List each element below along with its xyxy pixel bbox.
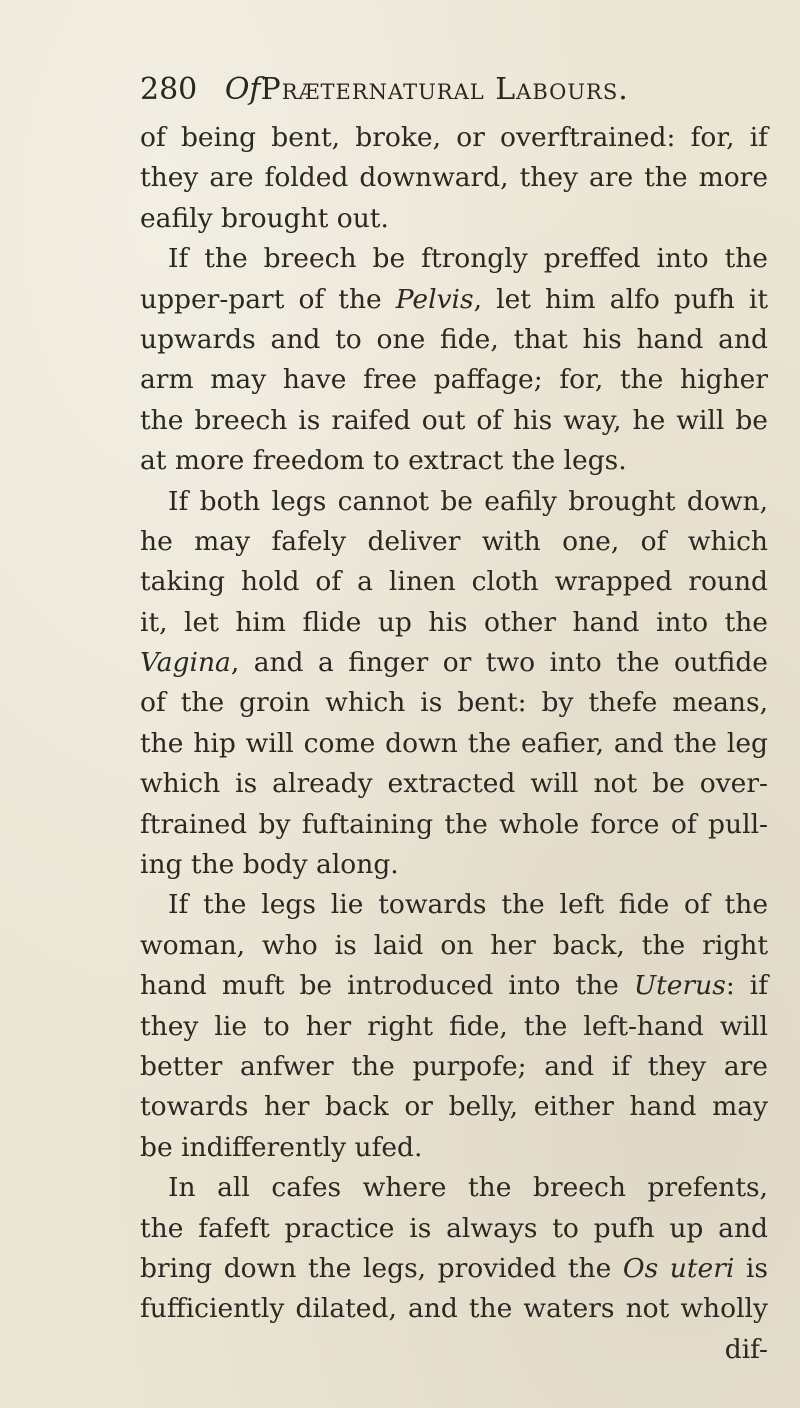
body-text (140, 118, 768, 1370)
text-line: arm may have free paffage; for, the higher (140, 364, 768, 396)
text-line: towards her back or belly, either hand may (140, 1091, 768, 1123)
text-line: If the breech be ftrongly preffed into the (168, 243, 768, 275)
text-line: bring down the legs, provided the Os uteri is (140, 1252, 769, 1284)
text-line: he may fafely deliver with one, of which (140, 525, 768, 557)
text-line: of the groin which is bent: by thefe means, (140, 687, 768, 719)
text-line: upwards and to one fide, that his hand and (140, 323, 768, 355)
text-line: fufficiently dilated, and the waters not wholly (140, 1293, 768, 1325)
running-head-title: Præternatural Labours. (260, 72, 629, 107)
text-line: the fafeft practice is always to pufh up and (140, 1212, 768, 1244)
text-line: eafily brought out. (140, 202, 389, 234)
text-line: ing the body along. (140, 849, 399, 881)
text-line: woman, who is laid on her back, the right (140, 929, 768, 961)
text-line: dif- (724, 1333, 768, 1365)
text-line: at more freedom to extract the legs. (140, 445, 627, 477)
text-line: If both legs cannot be eafily brought down, (168, 485, 768, 517)
text-line: Vagina, and a finger or two into the outfide (140, 647, 768, 679)
text-line: it, let him flide up his other hand into the (140, 606, 768, 638)
text-line: they lie to her right fide, the left-hand will (140, 1010, 768, 1042)
text-line: be indifferently ufed. (140, 1131, 423, 1163)
text-line: In all cafes where the breech prefents, (168, 1172, 768, 1204)
running-head-prefix: Of (224, 72, 261, 107)
page-header (140, 72, 760, 107)
text-line: hand muft be introduced into the Uterus: if (140, 970, 768, 1002)
page-number: 280 (140, 72, 198, 107)
text-line: upper-part of the Pelvis, let him alfo pufh it (140, 283, 768, 315)
text-line: of being bent, broke, or overftrained: for, if (140, 122, 768, 153)
text-line: the breech is raifed out of his way, he will be (140, 404, 768, 436)
text-line: which is already extracted will not be over- (140, 768, 768, 800)
text-line: ftrained by fuftaining the whole force of pull- (140, 808, 768, 840)
text-line: taking hold of a linen cloth wrapped round (140, 566, 768, 598)
text-line: If the legs lie towards the left fide of the (168, 889, 768, 921)
text-line: they are folded downward, they are the more (140, 162, 768, 194)
text-line: the hip will come down the eafier, and the leg (140, 727, 768, 759)
text-line: better anfwer the purpofe; and if they are (140, 1050, 768, 1082)
running-head (225, 72, 629, 107)
